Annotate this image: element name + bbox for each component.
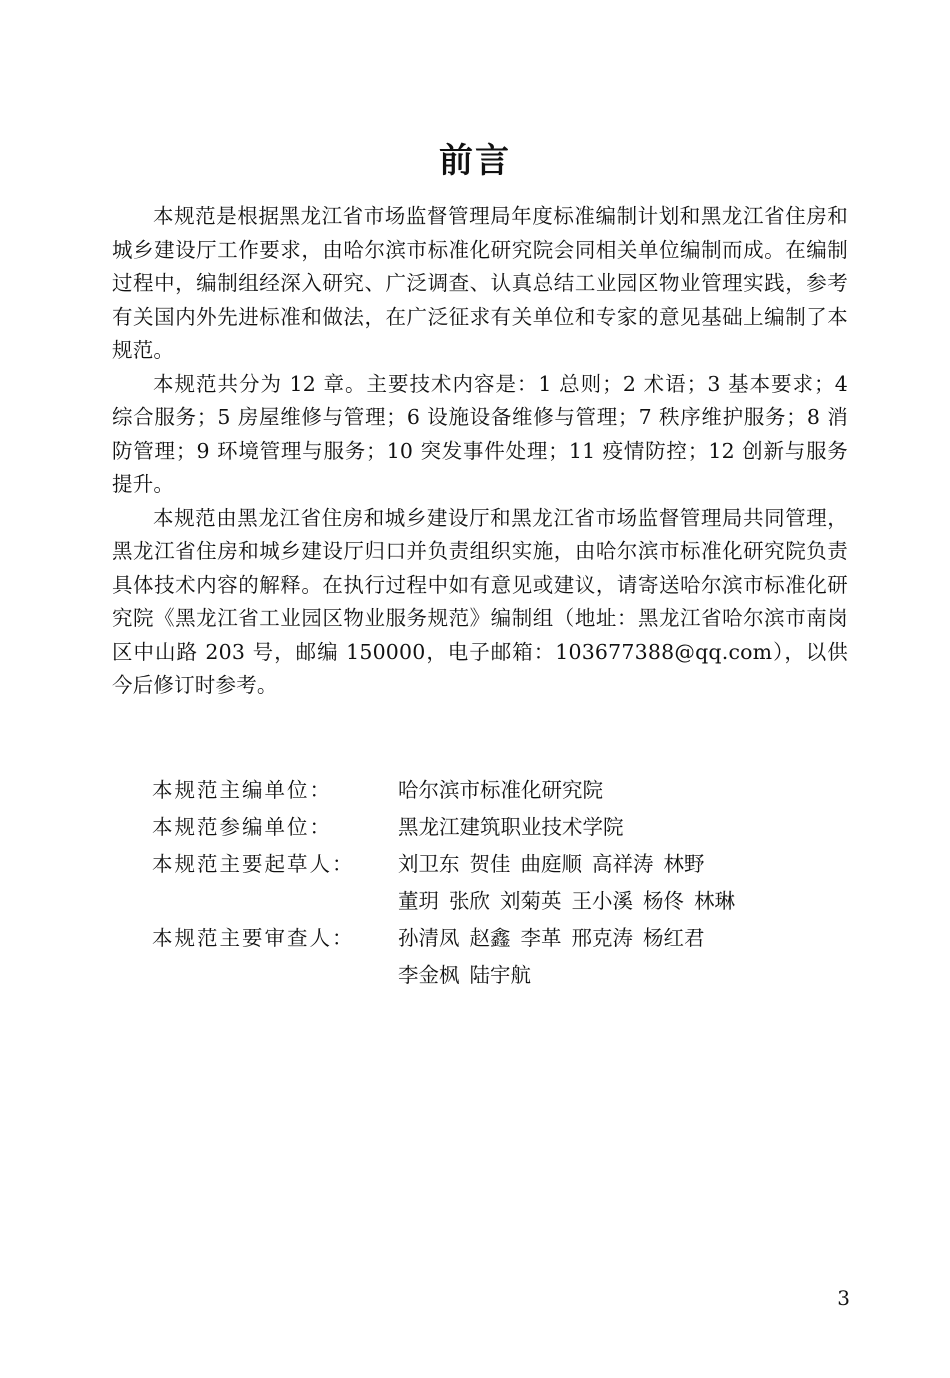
reviewer-name: 陆宇航 — [469, 963, 531, 987]
reviewer-name: 孙清凤 — [398, 926, 460, 950]
drafter-name: 董玥 — [398, 889, 439, 913]
credit-row-chief-unit — [152, 772, 852, 809]
label-spacer — [152, 883, 398, 920]
page-number: 3 — [837, 1286, 850, 1310]
drafter-name: 曲庭顺 — [520, 852, 582, 876]
drafters-line-2 — [398, 883, 852, 920]
chief-unit-value: 哈尔滨市标准化研究院 — [398, 778, 603, 802]
reviewers-label: 本规范主要审查人： — [152, 926, 355, 950]
paragraph-management: 本规范由黑龙江省住房和城乡建设厅和黑龙江省市场监督管理局共同管理，黑龙江省住房和城乡建设厅归口并负责组织实施，由哈尔滨市标准化研究院负责具体技术内容的解释。在执行过程中如有意见或建议，请寄送哈尔滨市标准化研究院《黑龙江省工业园区物业服务规范》编制组（地址：黑龙江省哈尔滨市南岗区中山路 203 号，邮编 150000，电子邮箱：103677388@qq.com），以供今后修订时参考。 — [112, 505, 848, 697]
reviewer-name: 赵鑫 — [469, 926, 511, 950]
preface-body — [112, 200, 848, 703]
label-spacer — [152, 957, 398, 994]
drafter-name: 林琳 — [694, 889, 735, 913]
drafters-line-1 — [398, 846, 852, 883]
paragraph-basis: 本规范是根据黑龙江省市场监督管理局年度标准编制计划和黑龙江省住房和城乡建设厅工作要求，由哈尔滨市标准化研究院会同相关单位编制而成。在编制过程中，编制组经深入研究、广泛调查、认真总结工业园区物业管理实践，参考有关国内外先进标准和做法，在广泛征求有关单位和专家的意见基础上编制了本规范。 — [112, 204, 848, 362]
participating-unit-label: 本规范参编单位： — [152, 815, 332, 839]
drafter-name: 张欣 — [449, 889, 490, 913]
credit-row-reviewers — [152, 920, 852, 957]
credit-row-reviewers-continued — [152, 957, 852, 994]
credits-block — [152, 772, 852, 994]
credit-row-drafters — [152, 846, 852, 883]
drafter-name: 高祥涛 — [592, 852, 654, 876]
chief-unit-label: 本规范主编单位： — [152, 778, 332, 802]
drafter-name: 刘卫东 — [398, 852, 460, 876]
page-title: 前言 — [439, 141, 511, 181]
reviewer-name: 邢克涛 — [571, 926, 633, 950]
reviewers-line-1 — [398, 920, 852, 957]
drafter-name: 刘菊英 — [500, 889, 562, 913]
reviewer-name: 杨红君 — [643, 926, 705, 950]
reviewers-line-2 — [398, 957, 852, 994]
drafter-name: 王小溪 — [571, 889, 633, 913]
credit-row-participating-unit — [152, 809, 852, 846]
drafter-name: 杨佟 — [643, 889, 684, 913]
credit-row-drafters-continued — [152, 883, 852, 920]
paragraph-contents: 本规范共分为 12 章。主要技术内容是：1 总则；2 术语；3 基本要求；4 综合服务；5 房屋维修与管理；6 设施设备维修与管理；7 秩序维护服务；8 消防管理；9 环境管理与服务；10 突发事件处理；11 疫情防控；12 创新与服务提升。 — [112, 371, 848, 496]
reviewer-name: 李金枫 — [398, 963, 460, 987]
reviewer-name: 李革 — [520, 926, 562, 950]
drafter-name: 林野 — [663, 852, 705, 876]
drafter-name: 贺佳 — [469, 852, 511, 876]
participating-unit-value: 黑龙江建筑职业技术学院 — [398, 815, 624, 839]
drafters-label: 本规范主要起草人： — [152, 852, 355, 876]
